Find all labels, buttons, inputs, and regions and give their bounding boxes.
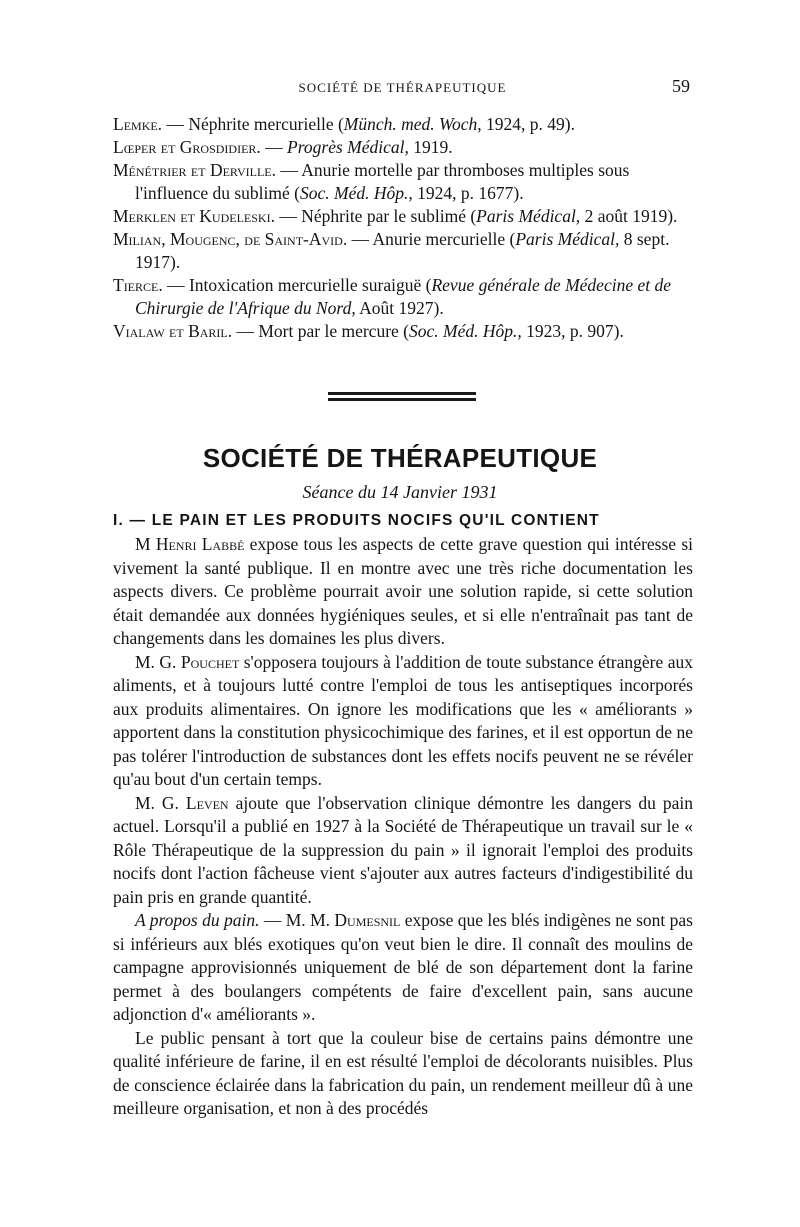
reference-authors: Vialaw et Baril. xyxy=(113,321,233,341)
reference-item xyxy=(113,113,693,136)
reference-text: Août 1927). xyxy=(355,298,444,318)
speaker-name: M Henri Labbé xyxy=(135,534,245,554)
page-number: 59 xyxy=(672,76,690,96)
running-head-title: SOCIÉTÉ DE THÉRAPEUTIQUE xyxy=(298,80,507,95)
reference-text: 8 sept. 1917). xyxy=(135,229,670,272)
paragraph xyxy=(113,533,693,651)
reference-journal: Soc. Méd. Hôp., xyxy=(409,321,522,341)
reference-text: — Anurie mercurielle ( xyxy=(347,229,516,249)
reference-journal: Soc. Méd. Hôp., xyxy=(300,183,413,203)
reference-text: 1919. xyxy=(408,137,453,157)
running-head xyxy=(115,76,690,100)
section-heading: SOCIÉTÉ DE THÉRAPEUTIQUE xyxy=(202,443,598,473)
speaker-name: M. G. Pouchet xyxy=(135,651,240,672)
reference-text: — xyxy=(260,137,288,157)
reference-authors: Lœper et Grosdidier. xyxy=(113,137,261,157)
paragraph-text: expose que les blés indigènes ne sont pas si inférieurs aux blés exotiques qu'on veut bien le dire. Il connaît des moulins de campagne approvisionnés uniquement de blé de son département dont la farine permet à des boulangers compétents de faire d'excellent pain, sans aucune adjonction d'« améliorants ». xyxy=(113,910,693,1024)
speaker-name: — M. M. Dumesnil xyxy=(259,910,401,930)
reference-journal: Paris Médical, xyxy=(476,206,581,226)
reference-authors: Merklen et Kudeleski. xyxy=(113,206,275,226)
reference-text: 1923, p. 907). xyxy=(521,321,624,341)
reference-authors: Lemke. xyxy=(113,114,163,134)
article-body xyxy=(113,512,693,1121)
reference-item xyxy=(113,205,693,228)
reference-text: — Anurie mortelle par thromboses multiples sous l'influence du sublimé ( xyxy=(135,160,630,203)
reference-item xyxy=(113,274,693,320)
reference-authors: Ménétrier et Derville. xyxy=(113,160,276,180)
paragraph xyxy=(113,651,693,792)
paragraph-text: expose tous les aspects de cette grave question qui intéresse si vivement la santé publique. Il en montre avec une très riche documentation les aspects divers. Ce problème pourrait avoir une solution rapide, si cette solution était demandée aux données hygiéniques seules, et si elle n'entraînait pas tant de changements dans les domaines les plus divers. xyxy=(113,534,693,648)
reference-text: 1924, p. 1677). xyxy=(412,183,524,203)
reference-item xyxy=(113,320,693,343)
reference-item xyxy=(113,159,693,205)
paragraph-lead: A propos du pain. xyxy=(135,910,260,930)
paragraph xyxy=(113,792,693,910)
section-divider xyxy=(328,392,476,404)
reference-journal: Münch. med. Woch, xyxy=(343,114,482,134)
reference-journal: Paris Médical, xyxy=(515,229,620,249)
paragraph-text: ajoute que l'observation clinique démontre les dangers du pain actuel. Lorsqu'il a publié en 1927 à la Société de Thérapeutique un travail sur le « Rôle Thérapeutique de la suppression du pain » il ignorait l'emploi des produits nocifs dont l'action fâcheuse vient s'ajouter aux autres facteurs d'indigestibilité du pain pris en grande quantité. xyxy=(113,792,694,907)
paragraph-text: s'opposera toujours à l'addition de toute substance étrangère aux aliments, et à toujours lutté contre l'emploi de tous les antiseptiques incorporés aux produits alimentaires. On ignore les modifications que les « améliorants » apportent dans la constitution physicochimique des farines, et il est opportun de ne pas tolérer l'introduction de substances dont les effets nocifs peuvent ne se révéler qu'au bout d'un certain temps. xyxy=(113,651,693,789)
session-date: Séance du 14 Janvier 1931 xyxy=(302,482,498,502)
reference-journal: Progrès Médical, xyxy=(287,137,409,157)
reference-list xyxy=(113,113,693,343)
reference-text: 2 août 1919). xyxy=(580,206,678,226)
reference-item xyxy=(113,136,693,159)
paragraph xyxy=(113,1027,693,1121)
reference-journal: Revue générale de Médecine et de Chirurgie de l'Afrique du Nord, xyxy=(135,275,671,318)
reference-authors: Milian, Mougenc, de Saint-Avid. xyxy=(113,229,348,249)
reference-item xyxy=(113,228,693,274)
reference-text: — Néphrite mercurielle ( xyxy=(162,114,344,134)
divider-line xyxy=(328,398,476,401)
paragraph-text: Le public pensant à tort que la couleur bise de certains pains démontre une qualité inférieure de farine, il en est résulté l'emploi de décolorants nuisibles. Plus de conscience éclairée dans la fabrication du pain, un rendement meilleur dû à une meilleure organisation, et non à des procédés xyxy=(113,1027,693,1118)
reference-text: 1924, p. 49). xyxy=(481,114,575,134)
divider-line xyxy=(328,392,476,395)
reference-authors: Tierce. xyxy=(113,275,163,295)
paragraph xyxy=(113,909,693,1027)
reference-text: — Mort par le mercure ( xyxy=(232,321,409,341)
reference-text: — Intoxication mercurielle suraiguë ( xyxy=(162,275,432,295)
speaker-name: M. G. Leven xyxy=(135,792,229,813)
reference-text: — Néphrite par le sublimé ( xyxy=(274,206,477,226)
subsection-title: I. — LE PAIN ET LES PRODUITS NOCIFS QU'IL CONTIENT xyxy=(113,512,600,529)
